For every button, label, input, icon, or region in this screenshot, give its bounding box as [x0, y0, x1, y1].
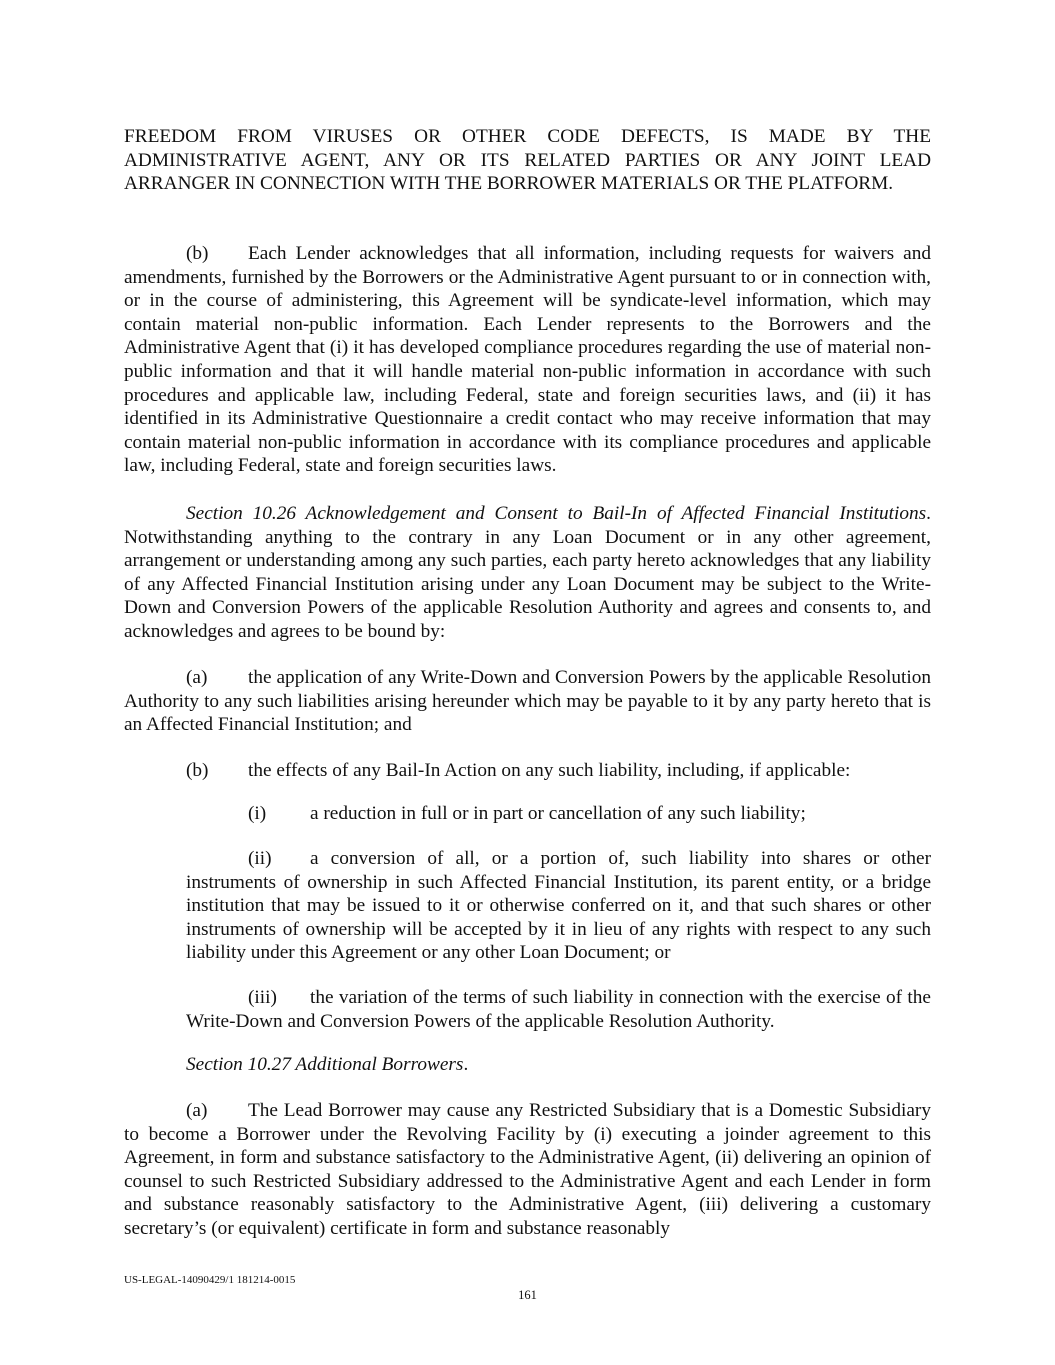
clause-marker: (iii) — [248, 987, 277, 1008]
clause-i — [248, 802, 806, 826]
clause-iii — [186, 986, 931, 1033]
clause-ii — [186, 847, 931, 965]
caps-disclaimer-paragraph — [124, 125, 931, 196]
clause-marker: (ii) — [248, 848, 272, 869]
paragraph-b-effects — [186, 759, 850, 783]
section-heading-period: . — [463, 1054, 469, 1075]
section-10-27-heading — [186, 1053, 468, 1077]
paragraph-marker: (a) — [186, 1100, 208, 1121]
paragraph-marker: (a) — [186, 667, 208, 688]
section-heading: Section 10.26 Acknowledgement and Consent to Bail-In of Affected Financial Institutions — [186, 503, 927, 524]
page-number: 161 — [518, 1288, 537, 1302]
paragraph-a-additional-borrowers — [124, 1099, 931, 1241]
clause-text: the variation of the terms of such liability in connection with the exercise of the Write-Down and Conversion Powers of the applicable Resolution Authority. — [186, 987, 931, 1032]
paragraph-a-application — [124, 666, 931, 737]
footer-document-id: US-LEGAL-14090429/1 181214-0015 — [124, 1274, 296, 1286]
paragraph-marker: (b) — [186, 243, 209, 264]
section-body-text: Notwithstanding anything to the contrary in any Loan Document or in any other agreement, arrangement or understanding among any such parties, each party hereto acknowledges that any liability of any Affected Financial Institution arising under any Loan Document may be subject to the Write-Down and Conversion Powers of the applicable Resolution Authority and agrees and consents to, and acknowledges and agrees to be bound by: — [124, 526, 931, 642]
paragraph-text: the application of any Write-Down and Conversion Powers by the applicable Resolution Authority to any such liabilities arising hereunder which may be payable to it by any party hereto that is an Affected Financial Institution; and — [124, 667, 931, 736]
clause-marker: (i) — [248, 803, 267, 824]
section-heading: Section 10.27 Additional Borrowers — [186, 1054, 464, 1075]
caps-disclaimer-text: FREEDOM FROM VIRUSES OR OTHER CODE DEFECTS, IS MADE BY THE ADMINISTRATIVE AGENT, ANY OR ITS RELATED PARTIES OR ANY JOINT LEAD ARRANGER IN CONNECTION WITH THE BORROWER MATERIALS OR THE PLATFORM. — [124, 126, 931, 195]
paragraph-b-information — [124, 242, 931, 478]
paragraph-marker: (b) — [186, 760, 209, 781]
section-10-26 — [124, 502, 931, 644]
paragraph-text: The Lead Borrower may cause any Restricted Subsidiary that is a Domestic Subsidiary to become a Borrower under the Revolving Facility by (i) executing a joinder agreement to this Agreement, in form and substance satisfactory to the Administrative Agent, (ii) delivering an opinion of counsel to such Restricted Subsidiary addressed to the Administrative Agent and each Lender in form and substance reasonably satisfactory to the Administrative Agent, (iii) delivering a customary secretary’s (or equivalent) certificate in form and substance reasonably — [124, 1100, 931, 1239]
paragraph-text: Each Lender acknowledges that all information, including requests for waivers and amendments, furnished by the Borrowers or the Administrative Agent pursuant to or in connection with, or in the course of administering, this Agreement will be syndicate-level information, which may contain material non-public information. Each Lender represents to the Borrowers and the Administrative Agent that (i) it has developed compliance procedures regarding the use of material non-public information and that it will handle material non-public information in accordance with such procedures and applicable law, including Federal, state and foreign securities laws, and (ii) it has identified in its Administrative Questionnaire a credit contact who may receive information that may contain material non-public information in accordance with its compliance procedures and applicable law, including Federal, state and foreign securities laws. — [124, 243, 931, 477]
clause-text: a reduction in full or in part or cancellation of any such liability; — [310, 803, 806, 824]
clause-text: a conversion of all, or a portion of, such liability into shares or other instruments of ownership in such Affected Financial Institution, its parent entity, or a bridge institution that may be issued to it or otherwise conferred on it, and that such shares or other instruments of ownership will be accepted by it in lieu of any rights with respect to any such liability under this Agreement or any other Loan Document; or — [186, 848, 931, 964]
paragraph-text: the effects of any Bail-In Action on any such liability, including, if applicable: — [248, 760, 851, 781]
section-heading-period: . — [926, 503, 931, 524]
